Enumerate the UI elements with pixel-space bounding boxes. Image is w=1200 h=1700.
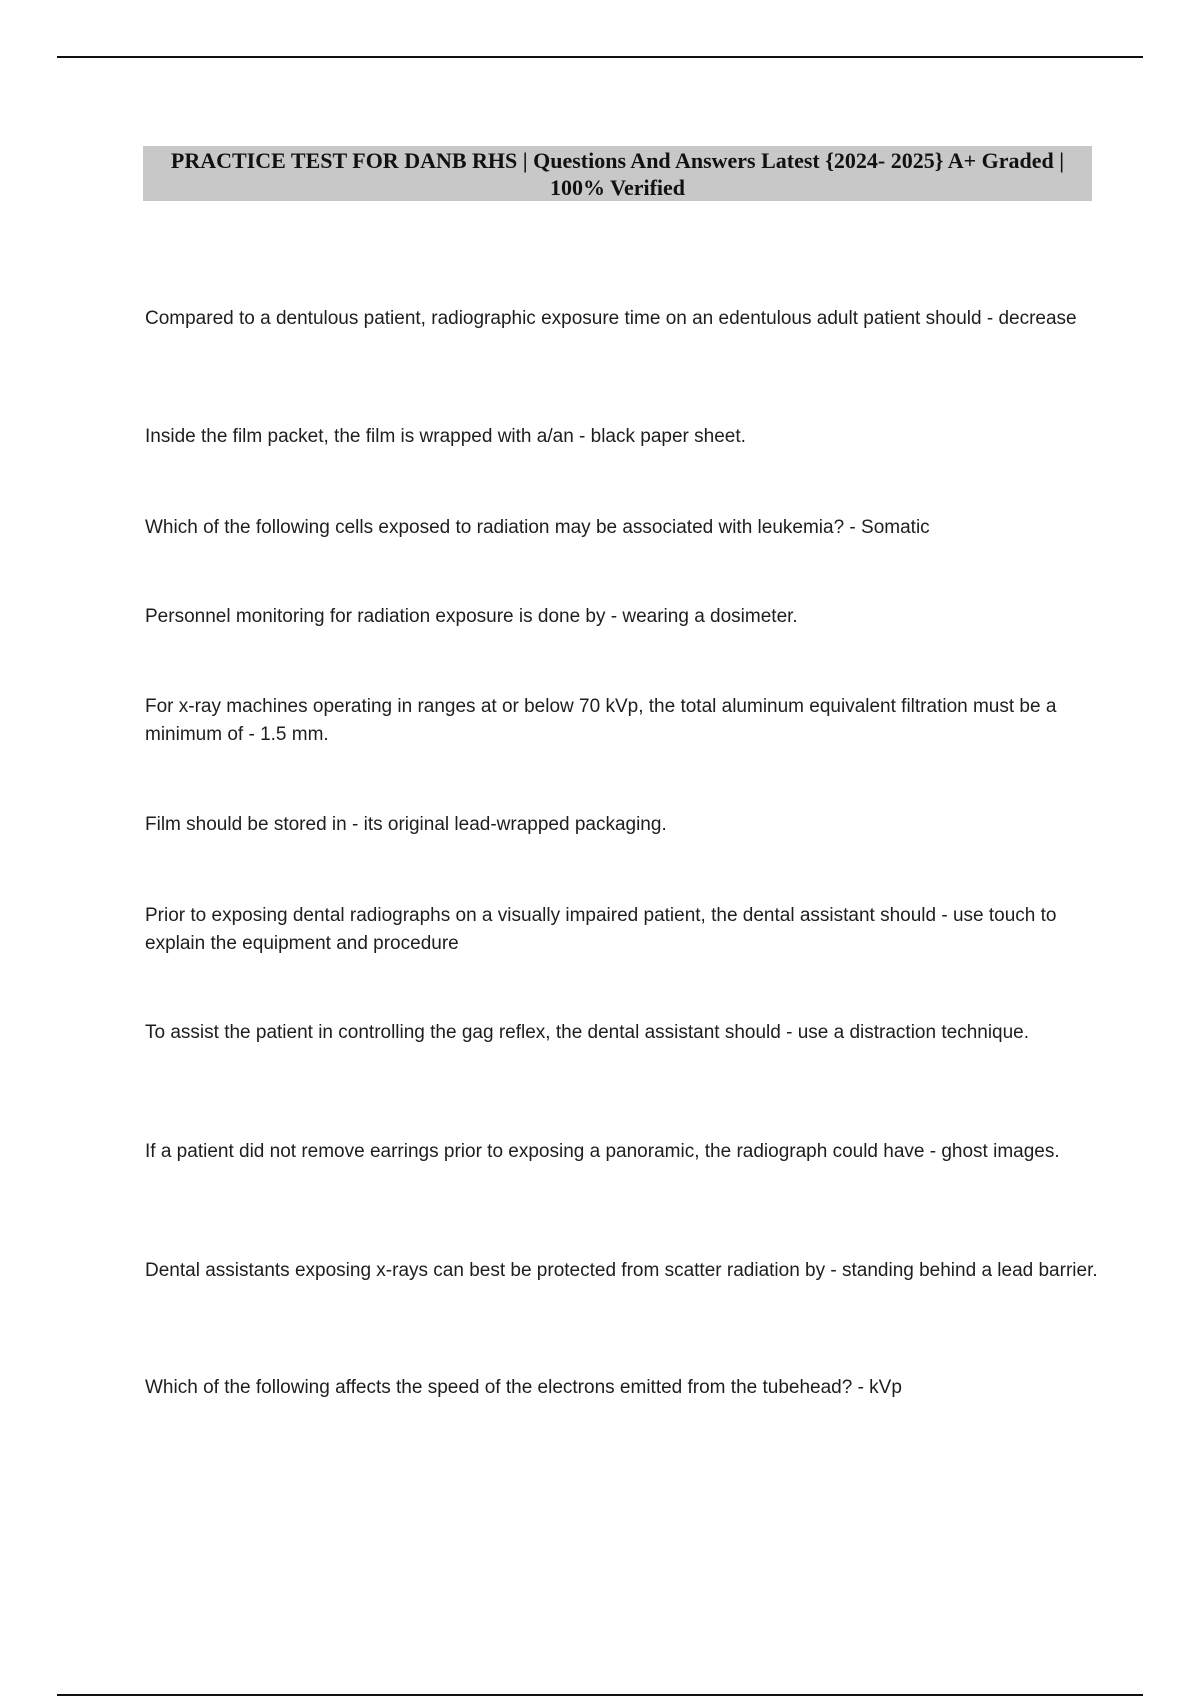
- bottom-rule: [57, 1694, 1143, 1696]
- title-banner: [143, 146, 1092, 201]
- qa-item-8: To assist the patient in controlling the gag reflex, the dental assistant should - use a distraction technique.: [145, 1022, 1030, 1043]
- qa-item-5: For x-ray machines operating in ranges at or below 70 kVp, the total aluminum equivalent filtration must be a minimum of - 1.5 mm.: [145, 696, 1057, 745]
- qa-item-3: Which of the following cells exposed to radiation may be associated with leukemia? - Somatic: [145, 517, 930, 538]
- qa-item-4: Personnel monitoring for radiation exposure is done by - wearing a dosimeter.: [145, 606, 798, 627]
- qa-item-11: Which of the following affects the speed of the electrons emitted from the tubehead? - kVp: [145, 1377, 902, 1398]
- qa-item-9: If a patient did not remove earrings prior to exposing a panoramic, the radiograph could have - ghost images.: [145, 1141, 1060, 1162]
- qa-item-2: Inside the film packet, the film is wrapped with a/an - black paper sheet.: [145, 426, 746, 447]
- top-rule: [57, 56, 1143, 58]
- qa-item-10: Dental assistants exposing x-rays can best be protected from scatter radiation by - standing behind a lead barrier.: [145, 1260, 1098, 1281]
- qa-item-6: Film should be stored in - its original lead-wrapped packaging.: [145, 814, 667, 835]
- document-title: PRACTICE TEST FOR DANB RHS | Questions And Answers Latest {2024- 2025} A+ Graded | 100% Verified: [170, 147, 1065, 200]
- qa-item-7: Prior to exposing dental radiographs on a visually impaired patient, the dental assistant should - use touch to explain the equipment and procedure: [145, 905, 1057, 954]
- qa-item-1: Compared to a dentulous patient, radiographic exposure time on an edentulous adult patient should - decrease: [145, 308, 1077, 329]
